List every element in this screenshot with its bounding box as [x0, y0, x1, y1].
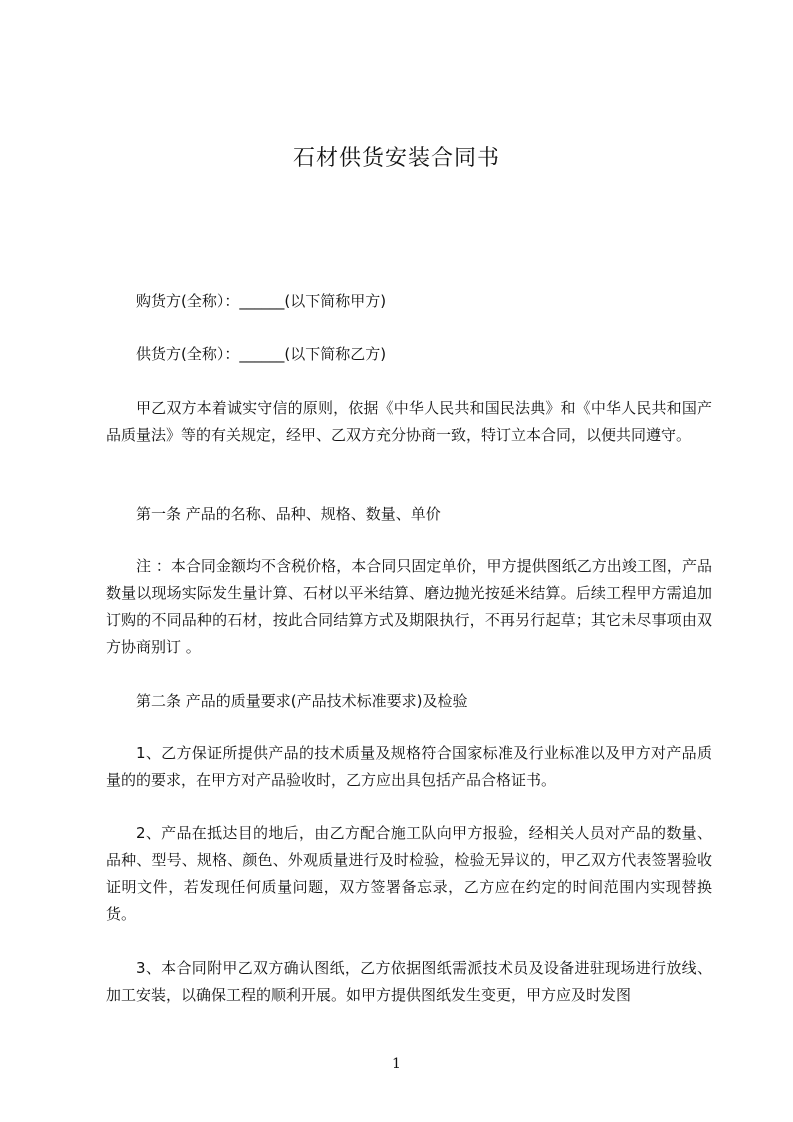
- supplier-line: 供货方(全称）：______(以下简称乙方): [136, 345, 387, 363]
- article2-item-3: 3、本合同附甲乙双方确认图纸，乙方依据图纸需派技术员及设备进驻现场进行放线、加工安装，以确保工程的顺利开展。如甲方提供图纸发生变更，甲方应及时发图: [106, 959, 712, 1004]
- buyer-line: 购货方(全称）：______(以下简称甲方): [136, 292, 387, 310]
- article2-item-1: 1、乙方保证所提供产品的技术质量及规格符合国家标准及行业标准以及甲方对产品质量的的要求，在甲方对产品验收时，乙方应出具包括产品合格证书。: [106, 744, 712, 789]
- preamble-paragraph: 甲乙双方本着诚实守信的原则，依据《中华人民共和国民法典》和《中华人民共和国产品质量法》等的有关规定，经甲、乙双方充分协商一致，特订立本合同，以便共同遵守。: [106, 399, 712, 444]
- article2-item-2: 2、产品在抵达目的地后，由乙方配合施工队向甲方报验，经相关人员对产品的数量、 品种、型号、规格、颜色、外观质量进行及时检验，检验无异议的，甲乙双方代表签署验收证明文件，若发现任何质量问题，双方签署备忘录，乙方应在约定的时间范围内实现替换货。: [106, 824, 712, 923]
- article1-heading: 第一条 产品的名称、品种、规格、数量、单价: [136, 505, 441, 523]
- article1-note: 注 ：本合同金额均不含税价格，本合同只固定单价，甲方提供图纸乙方出竣工图，产品数量以现场实际发生量计算、石材以平米结算、磨边抛光按延米结算。后续工程甲方需追加订购的不同品种的石材，按此合同结算方式及期限执行，不再另行起草；其它未尽事项由双方协商别订 。: [106, 557, 712, 656]
- page-number: 1: [392, 1056, 401, 1072]
- article2-heading: 第二条 产品的质量要求(产品技术标准要求)及检验: [136, 692, 468, 710]
- document-title: 石材供货安装合同书: [292, 146, 500, 171]
